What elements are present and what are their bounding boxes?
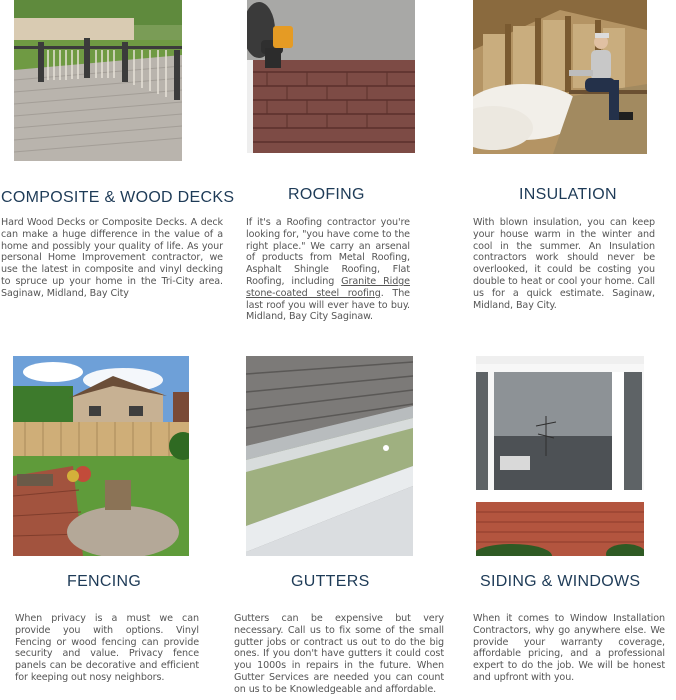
- gutters-description: Gutters can be expensive but very necessary. Call us to fix some of the small gutter jobs or contract us out to do the big ones. If you don't have gutters it could cost you 1000s in repairs in the future. When Gutter Services are needed you can count on us to be Knowledgeable and affordable.: [234, 613, 444, 695]
- gutters-image[interactable]: [246, 356, 413, 556]
- siding-windows-title: SIDING & WINDOWS: [480, 573, 641, 590]
- insulation-title: INSULATION: [519, 186, 617, 203]
- granite-ridge-link[interactable]: Granite Ridge stone-coated steel roofing: [246, 275, 410, 299]
- siding-windows-image[interactable]: [476, 356, 644, 556]
- insulation-image[interactable]: [473, 0, 647, 154]
- roofing-description-text: If it's a Roofing contractor you're looking for, "you have come to the right place." We carry an arsenal of products from Metal Roofing, Asphalt Shingle Roofing, Flat Roofing, including: [246, 217, 410, 287]
- decks-image[interactable]: [14, 0, 182, 161]
- decks-title: COMPOSITE & WOOD DECKS: [1, 189, 235, 206]
- roofing-title: ROOFING: [288, 186, 365, 203]
- roofing-image[interactable]: [247, 0, 415, 153]
- fencing-image[interactable]: [13, 356, 189, 556]
- siding-windows-description: When it comes to Window Installation Contractors, why go anywhere else. We provide your warranty coverage, affordable pricing, and a professional expert to do the job. We will be honest and upfront with you.: [473, 613, 665, 683]
- gutters-title: GUTTERS: [291, 573, 370, 590]
- insulation-description: With blown insulation, you can keep your house warm in the winter and cool in the summer. An Insulation contractors work should never be overlooked, it could be costing you double to heat or cool your home. Call us for a quick estimate. Saginaw, Midland, Bay City.: [473, 217, 655, 311]
- fencing-description: When privacy is a must we can provide you with options. Vinyl Fencing or wood fencing can provide security and value. Privacy fence panels can be decorative and efficient for keeping out nosy neighbors.: [15, 613, 199, 683]
- roofing-description-tail: . The last roof you will ever have to buy. Midland, Bay City Saginaw.: [246, 287, 410, 323]
- fencing-title: FENCING: [67, 573, 142, 590]
- roofing-description: [246, 217, 410, 323]
- decks-description: Hard Wood Decks or Composite Decks. A deck can make a huge difference in the value of a home and possibly your quality of life. As your personal Home Improvement contractor, we use the latest in composite and vinyl decking to spruce up your home in the Tri-City area. Saginaw, Midland, Bay City: [1, 217, 223, 299]
